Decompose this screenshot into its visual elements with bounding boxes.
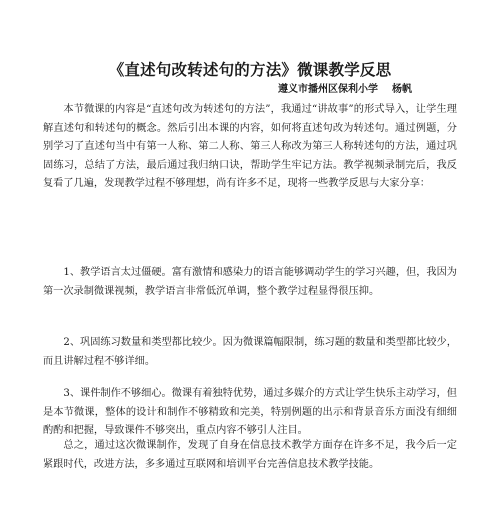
author-name: 杨帆 bbox=[392, 84, 412, 95]
reflection-point-2: 2、巩固练习数量和类型都比较少。因为微课篇幅限制，练习题的数量和类型都比较少，而且讲解过程不够详细。 bbox=[43, 337, 457, 367]
reflection-point-3: 3、课件制作不够细心。微课有着独特优势，通过多媒介的方式让学生快乐主动学习，但是本节微课，整体的设计和制作不够精致和完美，特别例题的出示和背景音乐方面没有细细酌酌和把握，导致课件不够突出，重点内容不够引人注目。 bbox=[43, 388, 457, 436]
document-title: 《直述句改转述句的方法》微课教学反思 bbox=[108, 60, 392, 79]
summary-paragraph: 总之，通过这次微课制作，发现了自身在信息技术教学方面存在许多不足，我今后一定紧跟时代，改进方法，多多通过互联网和培训平台完善信息技术教学技能。 bbox=[43, 440, 457, 470]
author-line bbox=[278, 80, 412, 95]
reflection-point-1: 1、教学语言太过僵硬。富有激情和感染力的语言能够调动学生的学习兴趣，但，我因为第一次录制微课视频，教学语言非常低沉单调，整个教学过程显得很压抑。 bbox=[43, 267, 457, 297]
intro-paragraph: 本节微课的内容是“直述句改为转述句的方法”，我通过“讲故事”的形式导入，让学生理解直述句和转述句的概念。然后引出本课的内容，如何将直述句改为转述句。通过例题，分别学习了直述句当中有第一人称、第二人称、第三人称改为第三人称转述句的方法，通过巩固练习，总结了方法，最后通过我归纳口诀，帮助学生牢记方法。教学视频录制完后，我反复看了几遍，发现教学过程不够理想，尚有许多不足，现将一些教学反思与大家分享： bbox=[43, 104, 457, 189]
author-school: 遵义市播州区保利小学 bbox=[278, 84, 378, 95]
